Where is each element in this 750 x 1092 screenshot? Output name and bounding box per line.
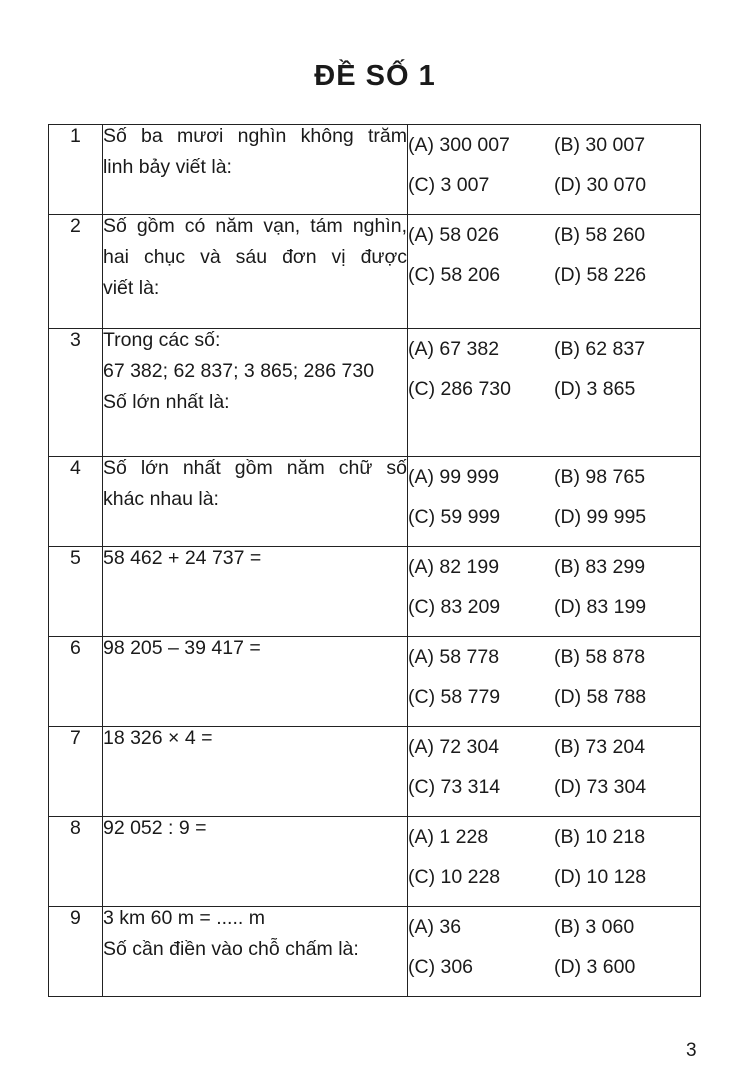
answer-option[interactable]: (C) 286 730 [408, 377, 511, 400]
answer-options [408, 907, 701, 997]
answer-option[interactable]: (A) 58 778 [408, 645, 500, 668]
question-row [49, 907, 701, 997]
answer-option[interactable]: (B) 58 878 [554, 645, 646, 668]
answer-option[interactable]: (D) 3 600 [554, 955, 636, 978]
answer-option[interactable]: (C) 83 209 [408, 595, 501, 618]
question-line: linh bảy viết là: [102, 156, 232, 178]
question-text [102, 907, 407, 997]
question-line: Số lớn nhất là: [102, 391, 230, 413]
question-row [49, 215, 701, 329]
question-row [49, 125, 701, 215]
answer-option[interactable]: (A) 72 304 [408, 735, 500, 758]
answer-option[interactable]: (B) 3 060 [554, 915, 635, 938]
answer-options [408, 547, 701, 637]
option-row [408, 767, 700, 807]
page-title: ĐỀ SỐ 1 [314, 60, 436, 92]
option-row [408, 369, 700, 409]
question-number: 6 [49, 637, 103, 727]
answer-option[interactable]: (B) 98 765 [554, 465, 646, 488]
option-row [408, 457, 700, 497]
answer-option[interactable]: (C) 10 228 [408, 865, 501, 888]
answer-options [408, 727, 701, 817]
option-row [408, 677, 700, 717]
answer-options [408, 125, 701, 215]
answer-option[interactable]: (D) 30 070 [554, 173, 647, 196]
page-number: 3 [686, 1040, 697, 1061]
option-row [408, 165, 700, 205]
question-number: 8 [49, 817, 103, 907]
question-line: hai chục và sáu đơn vị được [102, 246, 407, 268]
answer-option[interactable]: (A) 67 382 [408, 337, 500, 360]
answer-options [408, 457, 701, 547]
option-row [408, 907, 700, 947]
answer-option[interactable]: (C) 59 999 [408, 505, 501, 528]
question-line: 92 052 : 9 = [102, 817, 207, 839]
question-text [102, 727, 407, 817]
question-row [49, 457, 701, 547]
answer-option[interactable]: (C) 3 007 [408, 173, 490, 196]
answer-option[interactable]: (D) 99 995 [554, 505, 647, 528]
question-number: 5 [49, 547, 103, 637]
question-line: 3 km 60 m = ..... m [102, 907, 265, 929]
question-line: khác nhau là: [102, 488, 219, 510]
question-line: Số ba mươi nghìn không trăm [102, 125, 407, 147]
option-row [408, 857, 700, 897]
answer-option[interactable]: (A) 58 026 [408, 223, 500, 246]
question-number: 9 [49, 907, 103, 997]
answer-option[interactable]: (C) 58 779 [408, 685, 501, 708]
answer-option[interactable]: (C) 73 314 [408, 775, 501, 798]
option-row [408, 637, 700, 677]
question-row [49, 547, 701, 637]
answer-option[interactable]: (D) 3 865 [554, 377, 636, 400]
question-line: 98 205 – 39 417 = [102, 637, 261, 659]
answer-option[interactable]: (D) 58 788 [554, 685, 647, 708]
question-line: Trong các số: [102, 329, 221, 351]
question-row [49, 817, 701, 907]
answer-option[interactable]: (C) 306 [408, 955, 474, 978]
question-line: viết là: [102, 277, 160, 299]
option-row [408, 497, 700, 537]
answer-option[interactable]: (A) 82 199 [408, 555, 500, 578]
answer-option[interactable]: (A) 99 999 [408, 465, 500, 488]
answer-options [408, 215, 701, 329]
question-line: 67 382; 62 837; 3 865; 286 730 [102, 360, 375, 382]
option-row [408, 727, 700, 767]
question-line: 58 462 + 24 737 = [102, 547, 262, 569]
question-number: 2 [49, 215, 103, 329]
option-row [408, 947, 700, 987]
question-row [49, 637, 701, 727]
option-row [408, 587, 700, 627]
answer-option[interactable]: (B) 10 218 [554, 825, 646, 848]
question-text [102, 125, 407, 215]
question-text [102, 457, 407, 547]
answer-option[interactable]: (D) 83 199 [554, 595, 647, 618]
answer-option[interactable]: (D) 73 304 [554, 775, 647, 798]
question-number: 7 [49, 727, 103, 817]
answer-option[interactable]: (B) 58 260 [554, 223, 646, 246]
answer-options [408, 817, 701, 907]
question-number: 4 [49, 457, 103, 547]
answer-option[interactable]: (B) 73 204 [554, 735, 646, 758]
option-row [408, 255, 700, 295]
question-text [102, 817, 407, 907]
answer-option[interactable]: (D) 10 128 [554, 865, 647, 888]
answer-options [408, 329, 701, 457]
question-row [49, 329, 701, 457]
answer-option[interactable]: (C) 58 206 [408, 263, 501, 286]
question-line: Số gồm có năm vạn, tám nghìn, [102, 215, 407, 237]
answer-option[interactable]: (B) 30 007 [554, 133, 646, 156]
question-number: 1 [49, 125, 103, 215]
option-row [408, 547, 700, 587]
question-text [102, 637, 407, 727]
answer-option[interactable]: (A) 1 228 [408, 825, 489, 848]
question-row [49, 727, 701, 817]
question-text [102, 329, 407, 457]
answer-option[interactable]: (A) 36 [408, 915, 462, 938]
answer-option[interactable]: (B) 62 837 [554, 337, 646, 360]
answer-options [408, 637, 701, 727]
option-row [408, 817, 700, 857]
option-row [408, 215, 700, 255]
option-row [408, 125, 700, 165]
answer-option[interactable]: (A) 300 007 [408, 133, 510, 156]
question-line: Số cần điền vào chỗ chấm là: [102, 938, 359, 960]
answer-option[interactable]: (D) 58 226 [554, 263, 647, 286]
answer-option[interactable]: (B) 83 299 [554, 555, 646, 578]
question-text [102, 215, 407, 329]
question-number: 3 [49, 329, 103, 457]
question-line: 18 326 × 4 = [102, 727, 213, 749]
option-row [408, 329, 700, 369]
question-line: Số lớn nhất gồm năm chữ số [102, 457, 407, 479]
question-text [102, 547, 407, 637]
quiz-table [48, 124, 701, 997]
